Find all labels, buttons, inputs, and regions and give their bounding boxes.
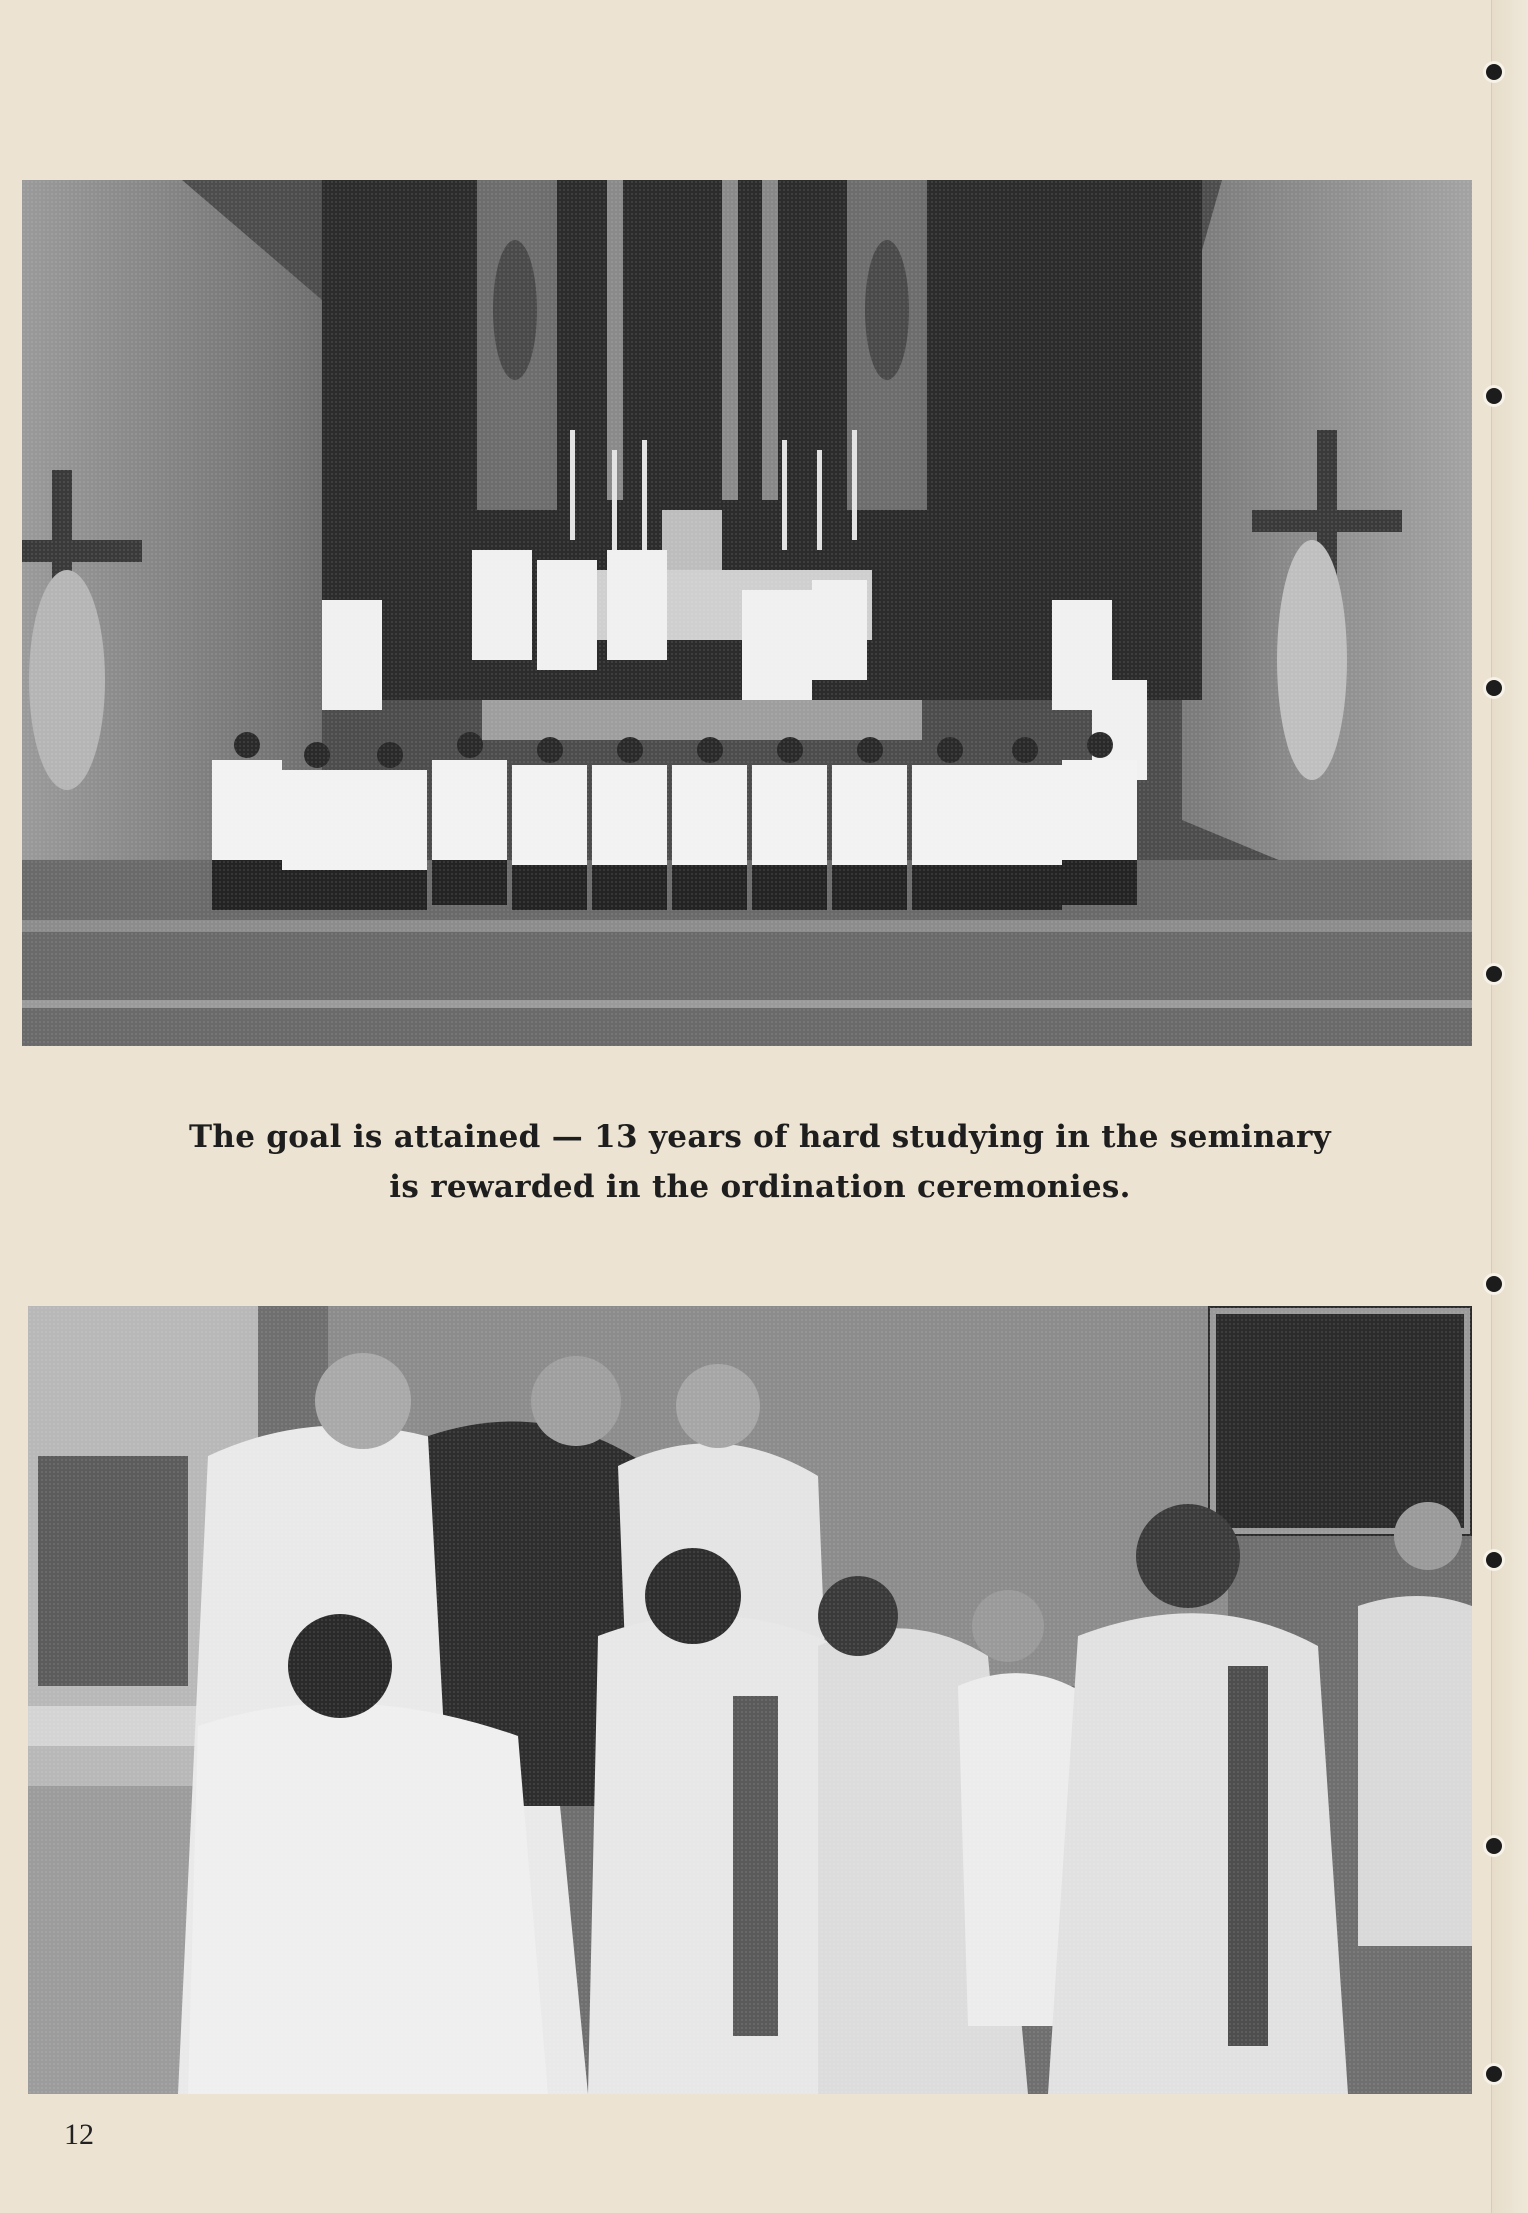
binder-hole (1486, 1552, 1502, 1568)
binder-hole (1486, 680, 1502, 696)
binder-hole (1486, 2066, 1502, 2082)
binder-hole (1486, 966, 1502, 982)
ordination-chapel-photo (22, 180, 1472, 1046)
page-number: 12 (64, 2118, 94, 2151)
binder-hole (1486, 388, 1502, 404)
binder-edge (1491, 0, 1528, 2213)
ordination-ceremony-closeup-photo (28, 1306, 1472, 2094)
binder-hole (1486, 64, 1502, 80)
caption-line-1: The goal is attained — 13 years of hard studying in the seminary (188, 1119, 1331, 1155)
photo-caption (100, 1112, 1420, 1212)
caption-line-2: is rewarded in the ordination ceremonies. (389, 1169, 1131, 1205)
binder-hole (1486, 1276, 1502, 1292)
binder-hole (1486, 1838, 1502, 1854)
